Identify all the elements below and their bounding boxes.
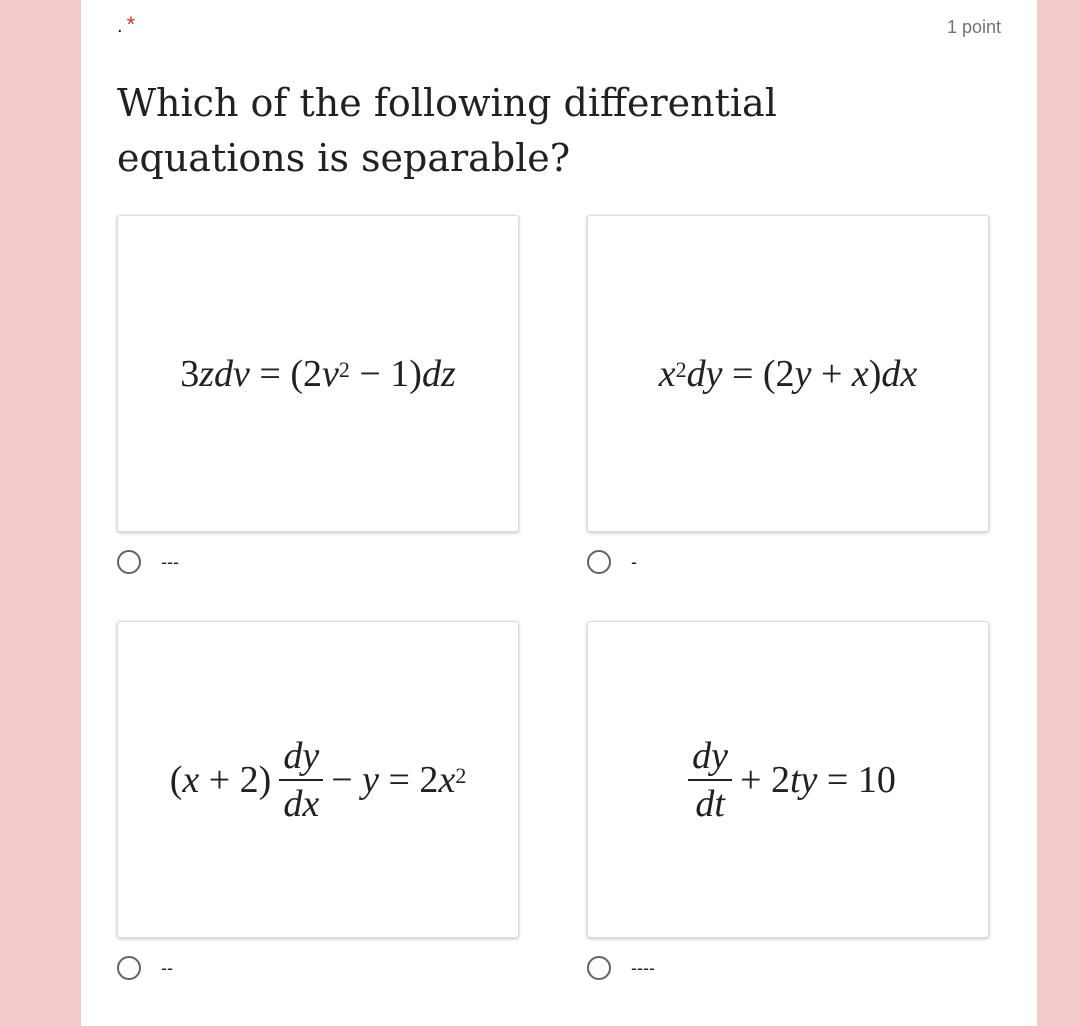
option-row-3[interactable] xyxy=(117,956,173,980)
option-row-2[interactable] xyxy=(587,550,637,574)
option-label-3: -- xyxy=(161,957,173,978)
equation-2: x $^2$ dy = (2 y + x ) dx xyxy=(658,352,918,395)
required-asterisk: * xyxy=(126,12,136,37)
fraction-dy-dx: $\frac{dy}{dx}$ xyxy=(279,737,323,823)
points-label: 1 point xyxy=(946,17,1001,37)
fraction-dy-dt: $\frac{dy}{dt}$ xyxy=(688,737,732,823)
radio-button-3[interactable] xyxy=(117,956,141,980)
question-number-text: . xyxy=(117,15,123,37)
option-row-4[interactable] xyxy=(587,956,655,980)
radio-button-2[interactable] xyxy=(587,550,611,574)
option-label-2: - xyxy=(631,551,637,572)
option-image-2[interactable] xyxy=(587,215,989,532)
option-label-1: --- xyxy=(161,551,179,572)
option-image-4[interactable] xyxy=(587,621,989,938)
radio-button-1[interactable] xyxy=(117,550,141,574)
equation-4: $\frac{dy}{dt}$ + 2 ty = 10 xyxy=(680,737,896,823)
option-image-3[interactable] xyxy=(117,621,519,938)
option-row-1[interactable] xyxy=(117,550,179,574)
equation-3: ( x + 2) $\frac{dy}{dx}$ − y = 2 x $^2$ xyxy=(169,734,467,825)
equation-1: 3 zdv = (2 v $^2$ − 1) dz xyxy=(180,352,456,395)
option-image-1[interactable] xyxy=(117,215,519,532)
option-label-4: ---- xyxy=(631,957,655,978)
question-number xyxy=(117,12,135,38)
question-card xyxy=(81,0,1037,1026)
radio-button-4[interactable] xyxy=(587,956,611,980)
question-title: Which of the following differential equations is separable? xyxy=(117,81,777,180)
